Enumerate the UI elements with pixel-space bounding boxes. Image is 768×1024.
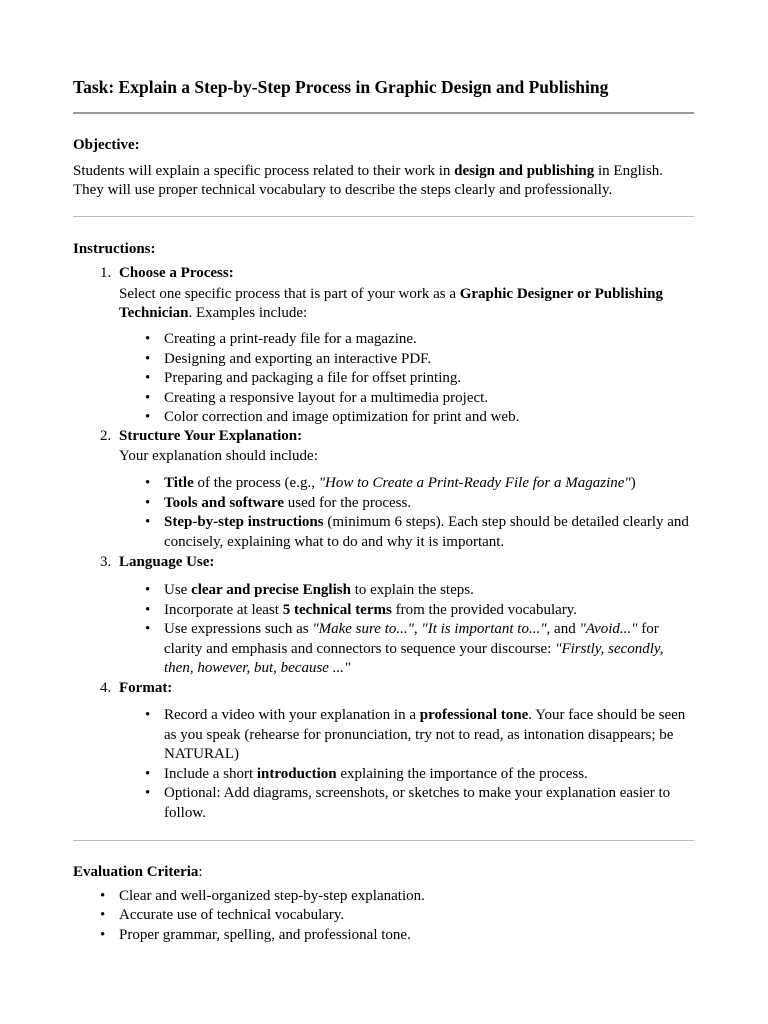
step-4-heading: Format: <box>119 680 173 696</box>
step-1-item <box>73 264 694 324</box>
bullet-icon: • <box>145 409 151 425</box>
list-item <box>119 620 694 679</box>
list-item <box>73 906 694 926</box>
step-1-bold: Graphic Designer or Publishing Technician <box>119 285 663 321</box>
step-4-bullets <box>73 706 694 823</box>
list-item-bold: 5 technical terms <box>282 601 392 618</box>
list-item <box>119 784 694 823</box>
list-item-bold: Tools and software <box>164 494 285 511</box>
step-1-text <box>119 285 694 324</box>
step-2-intro: Your explanation should include: <box>119 447 318 464</box>
list-item <box>119 601 694 621</box>
list-item <box>119 494 694 514</box>
objective-text <box>73 162 694 201</box>
list-item-text: Include a short <box>164 765 257 782</box>
list-item <box>119 389 694 409</box>
list-item-text: Use <box>164 582 192 598</box>
bullet-icon: • <box>145 331 151 347</box>
list-item <box>73 887 694 907</box>
list-item-text: Designing and exporting an interactive PDF. <box>164 350 432 367</box>
step-2-bullets <box>73 474 694 552</box>
bullet-icon: • <box>100 907 106 923</box>
list-item-text: Use expressions such as <box>164 621 313 637</box>
list-item <box>73 926 694 946</box>
step-1-bullets <box>73 330 694 428</box>
bullet-icon: • <box>100 887 106 904</box>
evaluation-section <box>73 863 694 945</box>
objective-text-1: Students will explain a specific process related to their work in <box>73 162 455 179</box>
list-item-text: , and <box>546 621 580 637</box>
step-1-bullet-list <box>73 330 694 428</box>
step-4-item <box>73 679 694 699</box>
list-item <box>119 765 694 785</box>
step-3 <box>73 553 694 573</box>
step-3-item <box>73 553 694 573</box>
list-item <box>119 474 694 494</box>
list-item-text: to explain the steps. <box>350 582 474 598</box>
step-1-text-2: . Examples include: <box>188 305 308 321</box>
list-item-text: Incorporate at least <box>164 601 283 618</box>
list-item-text: . Your face should be seen as you speak (rehearse for pronunciation, try not to read, as intonation disappears; be NATURAL) <box>164 707 686 762</box>
list-item-text: Creating a print-ready file for a magazine. <box>164 331 417 347</box>
step-4-number: 4. <box>100 680 112 696</box>
list-item-italic: "Firstly, secondly, then, however, but, because ..." <box>164 640 664 676</box>
list-item-bold: professional tone <box>419 707 529 723</box>
instructions-divider <box>73 840 694 841</box>
list-item-italic: "It is important to..." <box>421 621 547 637</box>
list-item-text: Accurate use of technical vocabulary. <box>119 907 345 923</box>
list-item-text: Proper grammar, spelling, and professional tone. <box>119 926 411 943</box>
step-2-bullet-list <box>73 474 694 552</box>
title-divider <box>73 112 694 114</box>
step-3-heading: Language Use: <box>119 554 215 570</box>
list-item-text: for clarity and emphasis and connectors to sequence your discourse: <box>164 621 659 657</box>
list-item-bold: introduction <box>256 765 337 782</box>
list-item-text: explaining the importance of the process. <box>336 765 588 782</box>
objective-divider <box>73 216 694 217</box>
bullet-icon: • <box>145 514 151 530</box>
list-item-text: Clear and well-organized step-by-step explanation. <box>119 887 425 904</box>
evaluation-bullet-list <box>73 887 694 946</box>
list-item <box>119 513 694 552</box>
list-item-text: Record a video with your explanation in a <box>164 707 420 723</box>
objective-label: Objective: <box>73 137 140 153</box>
bullet-icon: • <box>145 370 151 386</box>
evaluation-heading <box>73 863 694 883</box>
list-item-italic: "Make sure to..." <box>312 621 414 637</box>
list-item-text: ) <box>630 475 636 491</box>
step-2-heading: Structure Your Explanation: <box>119 428 303 444</box>
bullet-icon: • <box>145 494 151 511</box>
list-item-italic: "How to Create a Print-Ready File for a Magazine" <box>318 475 631 491</box>
bullet-icon: • <box>145 785 151 801</box>
bullet-icon: • <box>145 389 151 406</box>
step-2 <box>73 427 694 466</box>
step-1-heading: Choose a Process: <box>119 265 234 281</box>
list-item-text: Creating a responsive layout for a multimedia project. <box>164 389 489 406</box>
list-item-text: used for the process. <box>284 494 412 511</box>
bullet-icon: • <box>145 601 151 618</box>
step-3-bullet-list <box>73 581 694 679</box>
list-item <box>119 706 694 765</box>
bullet-icon: • <box>145 582 151 598</box>
list-item-text: Color correction and image optimization for print and web. <box>164 409 520 425</box>
list-item-text: from the provided vocabulary. <box>391 601 578 618</box>
step-1 <box>73 264 694 324</box>
list-item-text: (minimum 6 steps). Each step should be detailed clearly and concisely, explaining what to do and why it is important. <box>164 514 689 550</box>
bullet-icon: • <box>145 621 151 637</box>
list-item-italic: "Avoid..." <box>579 621 638 637</box>
step-4 <box>73 679 694 699</box>
list-item <box>119 581 694 601</box>
bullet-icon: • <box>145 350 151 367</box>
list-item-text: of the process (e.g., <box>193 475 319 491</box>
step-3-number: 3. <box>100 554 112 570</box>
list-item <box>119 408 694 428</box>
list-item-bold: Step-by-step instructions <box>164 514 324 530</box>
list-item <box>119 330 694 350</box>
step-1-text-1: Select one specific process that is part of your work as a <box>119 285 460 302</box>
page-title: Task: Explain a Step-by-Step Process in Graphic Design and Publishing <box>73 77 609 97</box>
step-4-bullet-list <box>73 706 694 823</box>
objective-section <box>73 136 694 201</box>
instructions-label-block <box>73 240 694 260</box>
bullet-icon: • <box>145 765 151 782</box>
step-2-number: 2. <box>100 428 112 444</box>
bullet-icon: • <box>145 475 151 491</box>
bullet-icon: • <box>145 707 151 723</box>
list-item <box>119 350 694 370</box>
objective-bold: design and publishing <box>454 162 595 179</box>
list-item-text: Optional: Add diagrams, screenshots, or sketches to make your explanation easier to follow. <box>164 785 671 821</box>
evaluation-label: Evaluation Criteria <box>73 864 199 880</box>
instructions-label: Instructions: <box>73 241 156 257</box>
objective-text-2: in English. They will use proper technical vocabulary to describe the steps clearly and professionally. <box>73 162 664 198</box>
evaluation-colon: : <box>198 864 203 880</box>
step-3-bullets <box>73 581 694 679</box>
list-item <box>119 369 694 389</box>
list-item-bold: clear and precise English <box>191 582 351 598</box>
list-item-text: Preparing and packaging a file for offset printing. <box>164 370 462 386</box>
step-1-number: 1. <box>100 265 112 281</box>
list-item-bold: Title <box>164 475 194 491</box>
step-2-item <box>73 427 694 466</box>
list-item-text: , <box>413 621 422 637</box>
bullet-icon: • <box>100 926 106 943</box>
